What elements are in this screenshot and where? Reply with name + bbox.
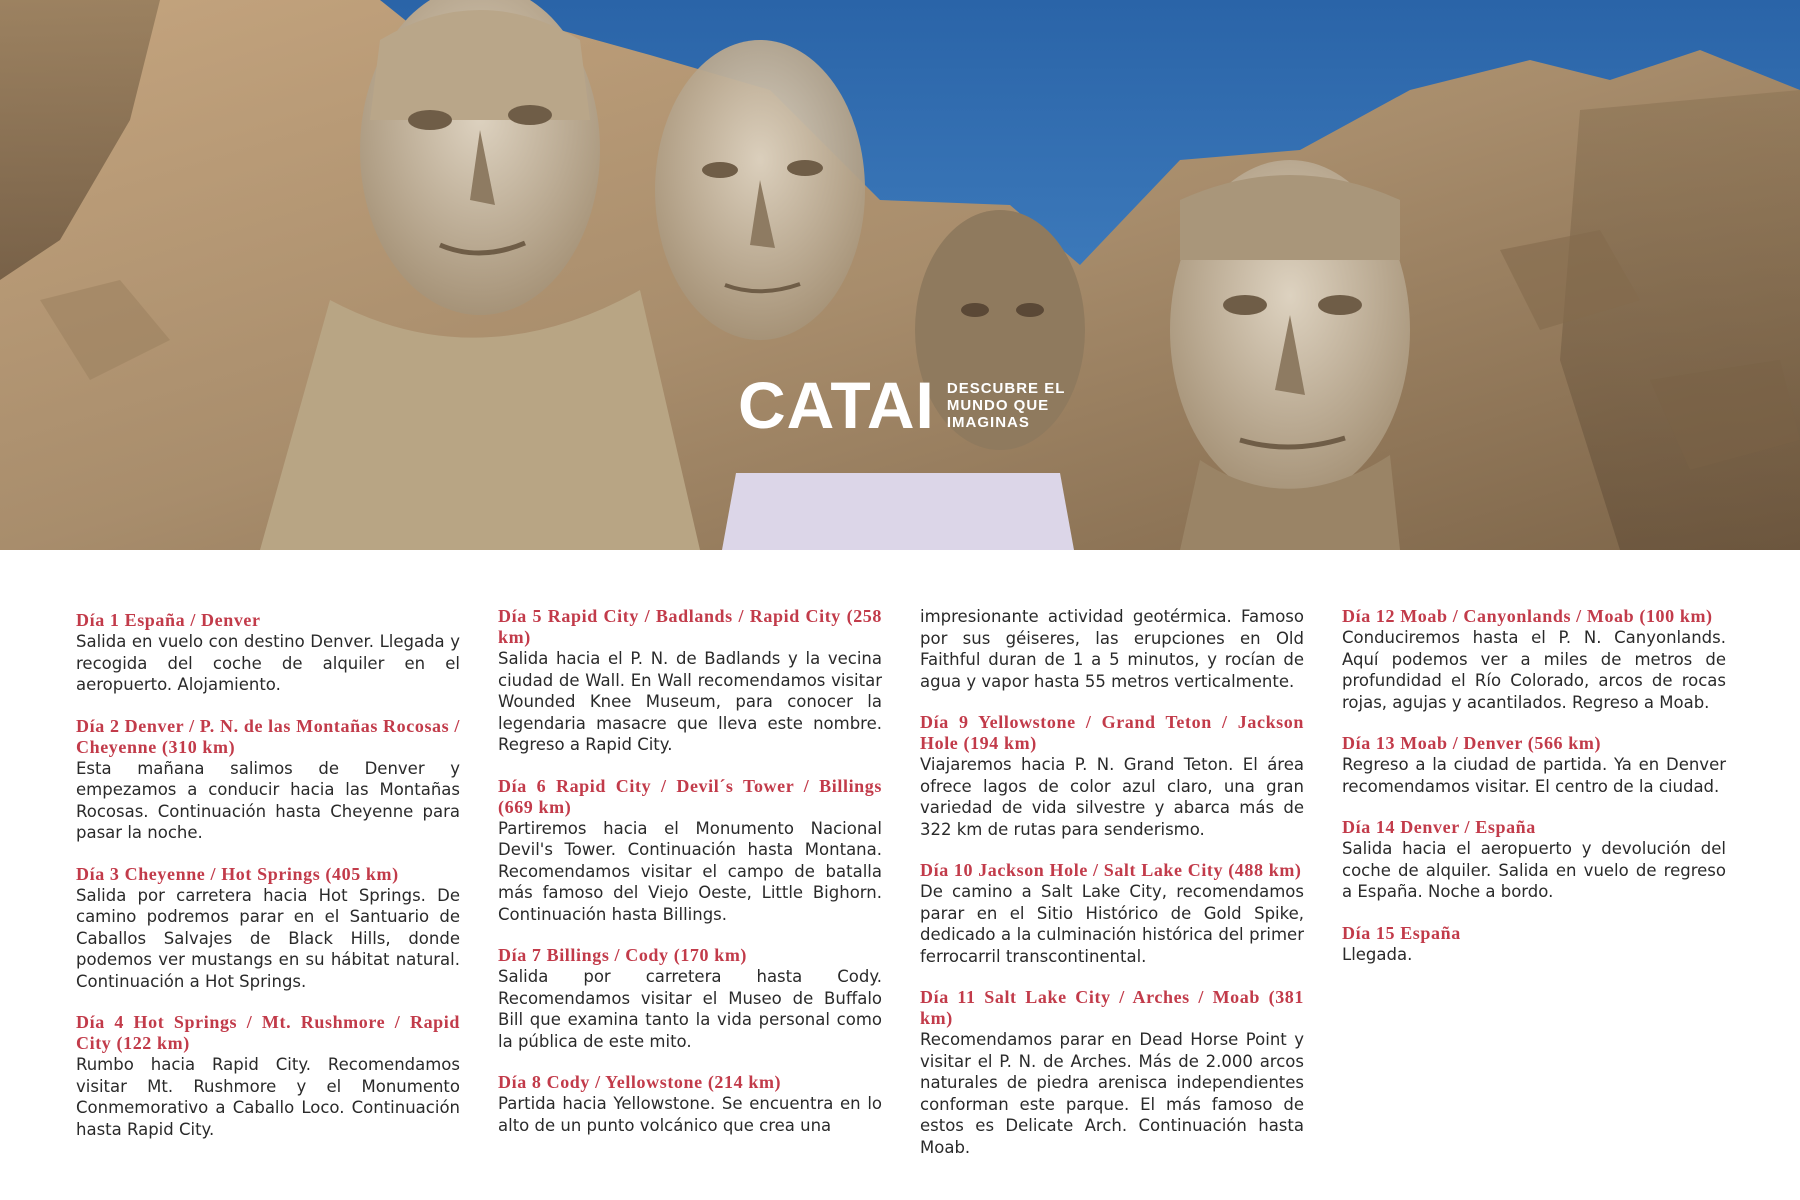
day-entry: [498, 1072, 882, 1136]
day-title: Día 3 Cheyenne / Hot Springs (405 km): [76, 863, 399, 884]
day-entry: [498, 945, 882, 1052]
day-entry: [76, 864, 460, 993]
day-description: Recomendamos parar en Dead Horse Point y visitar el P. N. de Arches. Más de 2.000 arcos naturales de piedra arenisca independientes conforman este parque. El más famoso de estos es Delicate Arch. Continuación hasta Moab.: [920, 1030, 1304, 1157]
brand-logo: [738, 368, 1066, 442]
day-entry: [920, 860, 1304, 967]
day-title: Día 7 Billings / Cody (170 km): [498, 945, 748, 965]
day-description: Salida por carretera hacia Hot Springs. De camino podremos parar en el Santuario de Caballos Salvajes de Black Hills, donde podemos ver mustangs en su hábitat natural. Continuación a Hot Springs.: [76, 885, 460, 991]
hero-image: [0, 0, 1800, 550]
day-title: Día 9 Yellowstone / Grand Teton / Jackson Hole (194 km): [920, 712, 1304, 753]
day-description: Partiremos hacia el Monumento Nacional Devil's Tower. Continuación hasta Montana. Recomendamos visitar el campo de batalla más famoso del Viejo Oeste, Little Bighorn. Continuación hasta Billings.: [498, 818, 882, 924]
brand-tagline: [947, 380, 1066, 431]
day-description: Conduciremos hasta el P. N. Canyonlands. Aquí podemos ver a miles de metros de profundidad el Río Colorado, arcos de rocas rojas, agujas y acantilados. Regreso a Moab.: [1342, 628, 1726, 712]
day-entry: [76, 610, 460, 696]
day-title: Día 1 España / Denver: [76, 610, 261, 630]
day-entry: [498, 606, 882, 756]
day-entry: [1342, 733, 1726, 797]
day-description: Llegada.: [1342, 944, 1413, 964]
decorative-tab: [722, 473, 1074, 550]
itinerary-column-4: [1342, 606, 1726, 985]
brand-name: CATAI: [738, 368, 935, 442]
day-description: Regreso a la ciudad de partida. Ya en Denver recomendamos visitar. El centro de la ciudad.: [1342, 755, 1726, 796]
day-description: Salida hacia el P. N. de Badlands y la vecina ciudad de Wall. En Wall recomendamos visitar Wounded Knee Museum, para conocer la legendaria masacre que lleva este nombre. Regreso a Rapid City.: [498, 649, 882, 754]
itinerary-column-3: [920, 606, 1304, 1178]
day-entry: [498, 776, 882, 926]
day-description: De camino a Salt Lake City, recomendamos parar en el Sitio Histórico de Gold Spike, dedicado a la culminación histórica del primer ferrocarril transcontinental.: [920, 882, 1304, 966]
day-title: Día 8 Cody / Yellowstone (214 km): [498, 1072, 782, 1092]
day-title: Día 4 Hot Springs / Mt. Rushmore / Rapid City (122 km): [76, 1012, 460, 1053]
day-title: Día 12 Moab / Canyonlands / Moab (100 km): [1342, 606, 1713, 626]
day-entry-continued: [920, 606, 1304, 692]
day-entry: [920, 987, 1304, 1158]
day-description: Salida en vuelo con destino Denver. Llegada y recogida del coche de alquiler en el aeropuerto. Alojamiento.: [76, 632, 460, 694]
day-entry: [920, 712, 1304, 840]
day-title: Día 14 Denver / España: [1342, 817, 1536, 837]
itinerary-column-1: [76, 610, 460, 1160]
day-description: Rumbo hacia Rapid City. Recomendamos visitar Mt. Rushmore y el Monumento Conmemorativo a Caballo Loco. Continuación hasta Rapid City.: [76, 1055, 460, 1139]
day-title: Día 6 Rapid City / Devil´s Tower / Billings (669 km): [498, 775, 882, 817]
mount-rushmore-illustration: [0, 0, 1800, 550]
day-title: Día 15 España: [1342, 922, 1461, 943]
day-entry: [76, 716, 460, 844]
itinerary-column-2: [498, 606, 882, 1156]
day-entry: [1342, 606, 1726, 713]
tagline-line: DESCUBRE EL: [946, 379, 1066, 397]
day-title: Día 2 Denver / P. N. de las Montañas Rocosas / Cheyenne (310 km): [76, 715, 460, 757]
itinerary: [76, 606, 1726, 1166]
day-entry: [76, 1012, 460, 1140]
day-title: Día 5 Rapid City / Badlands / Rapid City (258 km): [498, 606, 882, 647]
day-description: Partida hacia Yellowstone. Se encuentra en lo alto de un punto volcánico que crea una: [498, 1094, 882, 1135]
day-title: Día 11 Salt Lake City / Arches / Moab (381 km): [920, 987, 1304, 1028]
day-entry: [1342, 817, 1726, 903]
day-description: Viajaremos hacia P. N. Grand Teton. El área ofrece lagos de color azul claro, una gran variedad de vida silvestre y abarca más de 322 km de rutas para senderismo.: [920, 755, 1304, 839]
day-title: Día 10 Jackson Hole / Salt Lake City (488 km): [920, 860, 1302, 880]
day-description: Esta mañana salimos de Denver y empezamos a conducir hacia las Montañas Rocosas. Continuación hasta Cheyenne para pasar la noche.: [76, 758, 460, 842]
tagline-line: IMAGINAS: [946, 413, 1030, 431]
day-description: impresionante actividad geotérmica. Famoso por sus géiseres, las erupciones en Old Faithful duran de 1 a 5 minutos, y rocían de agua y vapor hasta 55 metros verticalmente.: [920, 607, 1304, 691]
tagline-line: MUNDO QUE: [946, 396, 1050, 414]
day-description: Salida por carretera hasta Cody. Recomendamos visitar el Museo de Buffalo Bill que examina tanto la vida personal como la pública de este mito.: [498, 967, 882, 1051]
day-entry: [1342, 923, 1726, 966]
day-title: Día 13 Moab / Denver (566 km): [1342, 733, 1602, 753]
day-description: Salida hacia el aeropuerto y devolución del coche de alquiler. Salida en vuelo de regreso a España. Noche a bordo.: [1342, 839, 1726, 901]
